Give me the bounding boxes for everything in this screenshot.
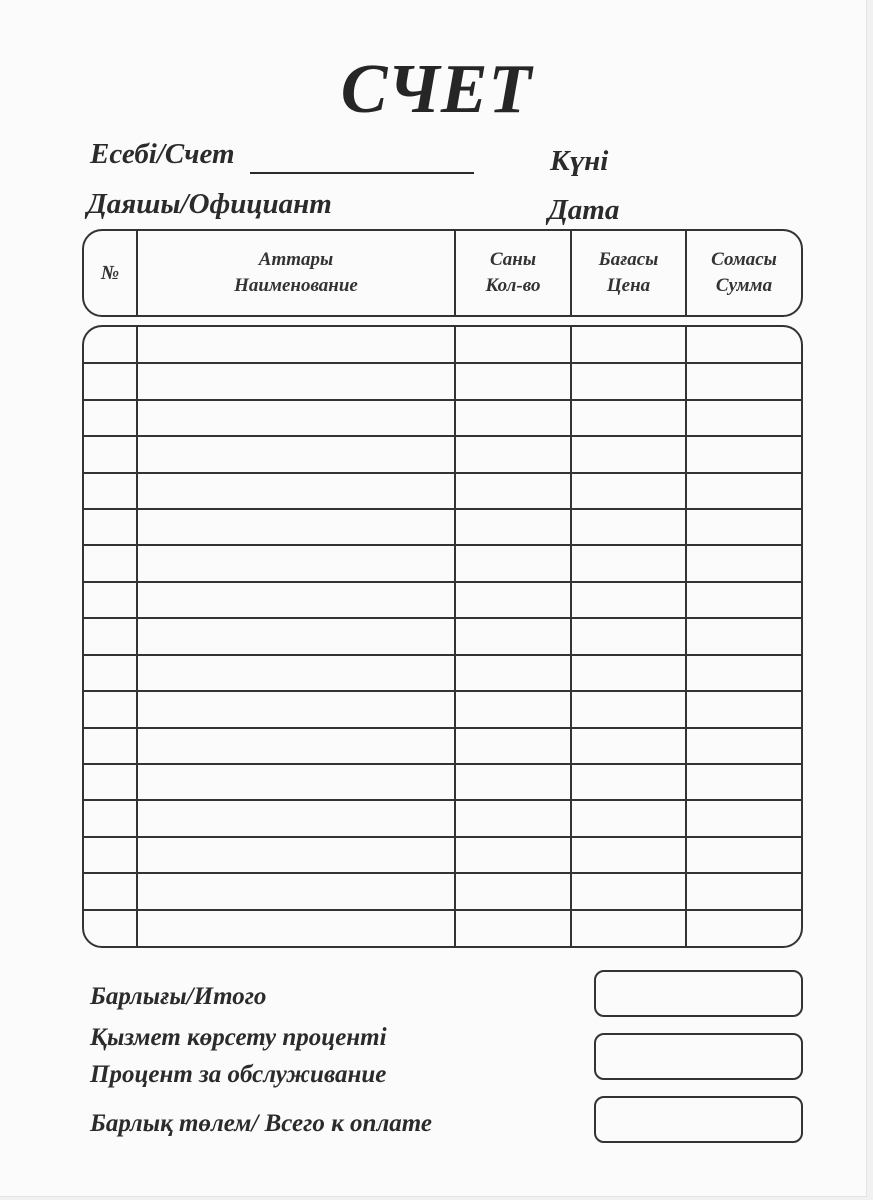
row-divider — [84, 362, 801, 364]
column-header-line: Наименование — [234, 275, 358, 296]
column-header-line: Сумма — [715, 275, 773, 296]
row-divider — [84, 435, 801, 437]
table-row[interactable] — [84, 655, 801, 691]
service-label-kz: Қызмет көрсету проценті — [90, 1024, 387, 1051]
column-header-line: Цена — [606, 275, 651, 296]
invoice-number-label: Есебі/Счет — [90, 138, 235, 170]
row-divider — [84, 872, 801, 874]
column-header-quantity — [456, 231, 570, 315]
table-row[interactable] — [84, 837, 801, 873]
row-divider — [84, 617, 801, 619]
table-row[interactable] — [84, 363, 801, 399]
table-row[interactable] — [84, 400, 801, 436]
row-divider — [84, 544, 801, 546]
table-row[interactable] — [84, 473, 801, 509]
table-body — [82, 325, 803, 948]
table-row[interactable] — [84, 728, 801, 764]
grand-total-field[interactable] — [594, 1096, 803, 1143]
service-label-ru: Процент за обслуживание — [90, 1061, 387, 1088]
total-field[interactable] — [594, 970, 803, 1017]
column-header-line: Аттары — [258, 249, 334, 270]
table-row[interactable] — [84, 509, 801, 545]
table-row[interactable] — [84, 691, 801, 727]
column-header-line: Кол-во — [485, 275, 541, 296]
column-header-line: Сомасы — [711, 249, 777, 270]
column-header-price — [572, 231, 685, 315]
row-divider — [84, 836, 801, 838]
date-label-kz: Күні — [550, 145, 609, 177]
form-title: СЧЕТ — [340, 51, 533, 128]
grand-total-label: Барлық төлем/ Всего к оплате — [90, 1110, 432, 1137]
table-row[interactable] — [84, 545, 801, 581]
service-percent-field[interactable] — [594, 1033, 803, 1080]
table-row[interactable] — [84, 327, 801, 363]
table-row[interactable] — [84, 910, 801, 946]
column-header-line: Бағасы — [598, 249, 659, 270]
row-divider — [84, 508, 801, 510]
row-divider — [84, 654, 801, 656]
waiter-label: Даяшы/Официант — [87, 188, 332, 220]
column-header-number — [84, 231, 136, 315]
date-label-ru: Дата — [548, 194, 620, 226]
table-row[interactable] — [84, 582, 801, 618]
table-row[interactable] — [84, 618, 801, 654]
row-divider — [84, 399, 801, 401]
column-header-name — [138, 231, 454, 315]
row-divider — [84, 727, 801, 729]
table-row[interactable] — [84, 436, 801, 472]
column-header-line: Саны — [489, 249, 537, 270]
row-divider — [84, 909, 801, 911]
table-row[interactable] — [84, 873, 801, 909]
column-header-line: № — [100, 262, 120, 284]
table-row[interactable] — [84, 764, 801, 800]
column-header-sum — [687, 231, 801, 315]
row-divider — [84, 472, 801, 474]
table-header — [82, 229, 803, 317]
row-divider — [84, 763, 801, 765]
table-row[interactable] — [84, 800, 801, 836]
row-divider — [84, 799, 801, 801]
total-label: Барлығы/Итого — [90, 983, 267, 1010]
row-divider — [84, 581, 801, 583]
row-divider — [84, 690, 801, 692]
invoice-number-field[interactable] — [250, 172, 474, 174]
